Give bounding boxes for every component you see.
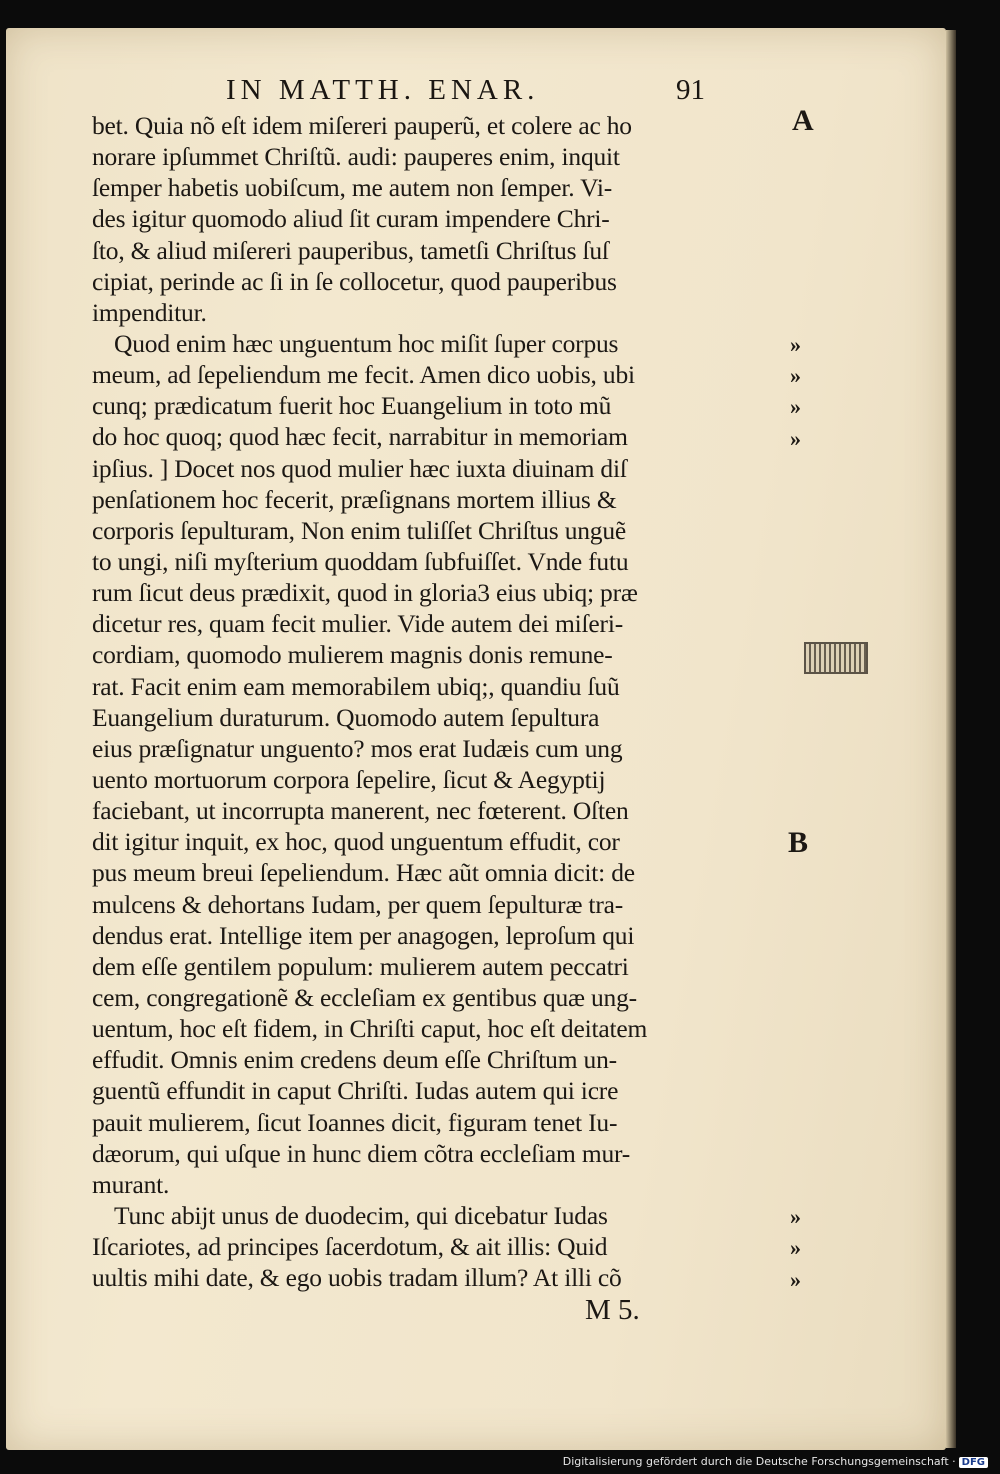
digitization-credit (563, 1455, 988, 1468)
text-line: penſationem hoc fecerit, præſignans mortem illius & (92, 484, 617, 514)
margin-quote-mark: » (790, 425, 801, 451)
margin-letter-a: A (792, 104, 814, 137)
text-line: rat. Facit enim eam memorabilem ubiq;, quandiu ſuũ (92, 671, 620, 701)
credit-text: Digitalisierung gefördert durch die Deutsche Forschungsgemeinschaft · (562, 1455, 956, 1468)
text-line: murant. (92, 1169, 170, 1199)
text-line: eius præſignatur unguento? mos erat Iudæis cum ung (92, 733, 623, 763)
text-line: dendus erat. Intellige item per anagogen, leproſum qui (92, 920, 635, 950)
text-line: effudit. Omnis enim credens deum eſſe Chriſtum un- (92, 1045, 617, 1075)
text-line: ſto, & aliud miſereri pauperibus, tametſi Chriſtus ſuſ (92, 235, 609, 265)
text-line: dem eſſe gentilem populum: mulierem autem peccatri (92, 951, 629, 981)
text-line: norare ipſummet Chriſtũ. audi: pauperes enim, inquit (92, 142, 620, 172)
text-line: ſemper habetis uobiſcum, me autem non ſemper. Vi- (92, 173, 613, 203)
text-line: dæorum, qui uſque in hunc diem cõtra eccleſiam mur- (92, 1138, 631, 1168)
text-line: meum, ad ſepeliendum me fecit. Amen dico uobis, ubi (92, 360, 635, 390)
text-line: uentum, hoc eſt fidem, in Chriſti caput, hoc eſt deitatem (92, 1014, 648, 1044)
text-line: Euangelium duraturum. Quomodo autem ſepultura (92, 702, 600, 732)
text-line: cipiat, perinde ac ſi in ſe collocetur, quod pauperibus (92, 266, 617, 296)
body-text (92, 110, 782, 1293)
text-line: dit igitur inquit, ex hoc, quod unguentum effudit, cor (92, 827, 620, 857)
text-line: impenditur. (92, 297, 207, 327)
margin-quote-mark: » (790, 363, 801, 389)
margin-quote-mark: » (790, 332, 801, 358)
text-line: bet. Quia nõ eſt idem miſereri pauperũ, et colere ac ho (92, 111, 632, 140)
page-edge (946, 30, 956, 1448)
running-head: IN MATTH. ENAR. (226, 74, 540, 106)
text-line: corporis ſepulturam, Non enim tuliſſet Chriſtus unguẽ (92, 515, 627, 545)
margin-quote-mark: » (790, 394, 801, 420)
text-line: uultis mihi date, & ego uobis tradam illum? At illi cõ (92, 1263, 622, 1293)
page-number: 91 (676, 74, 705, 106)
margin-quote-mark: » (790, 1266, 801, 1292)
text-line: Tunc abijt unus de duodecim, qui dicebatur Iudas (114, 1200, 608, 1230)
text-line: cem, congregationẽ & eccleſiam ex gentibus quæ ung- (92, 982, 637, 1012)
text-line: dicetur res, quam fecit mulier. Vide autem dei miſeri- (92, 609, 624, 639)
margin-letter-b: B (788, 826, 809, 859)
text-line: pus meum breui ſepeliendum. Hæc aũt omnia dicit: de (92, 858, 635, 888)
text-line: uento mortuorum corpora ſepelire, ſicut & Aegyptij (92, 764, 606, 794)
text-line: pauit mulierem, ſicut Ioannes dicit, figuram tenet Iu- (92, 1107, 618, 1137)
text-line: cunq; prædicatum fuerit hoc Euangelium in toto mũ (92, 391, 612, 421)
text-line: to ungi, niſi myſterium quoddam ſubfuiſſet. Vnde futu (92, 546, 629, 576)
text-line: Quod enim hæc unguentum hoc miſit ſuper corpus (114, 328, 619, 358)
margin-stamp (804, 642, 868, 674)
text-line: cordiam, quomodo mulierem magnis donis remune- (92, 640, 613, 670)
text-line: des igitur quomodo aliud ſit curam impendere Chri- (92, 204, 610, 234)
margin-quote-mark: » (790, 1204, 801, 1230)
text-line: guentũ effundit in caput Chriſti. Iudas autem qui icre (92, 1076, 619, 1106)
text-line: do hoc quoq; quod hæc fecit, narrabitur in memoriam (92, 422, 628, 452)
signature-mark: M 5. (585, 1294, 640, 1326)
text-line: Iſcariotes, ad principes ſacerdotum, & ait illis: Quid (92, 1232, 608, 1262)
margin-quote-mark: » (790, 1235, 801, 1261)
text-line: mulcens & dehortans Iudam, per quem ſepulturæ tra- (92, 889, 624, 919)
text-line: rum ſicut deus prædixit, quod in gloria3 eius ubiq; præ (92, 578, 638, 608)
text-line: faciebant, ut incorrupta manerent, nec fœterent. Oſten (92, 796, 629, 826)
text-line: ipſius. ] Docet nos quod mulier hæc iuxta diuinam diſ (92, 453, 627, 483)
dfg-logo: DFG (959, 1457, 988, 1468)
